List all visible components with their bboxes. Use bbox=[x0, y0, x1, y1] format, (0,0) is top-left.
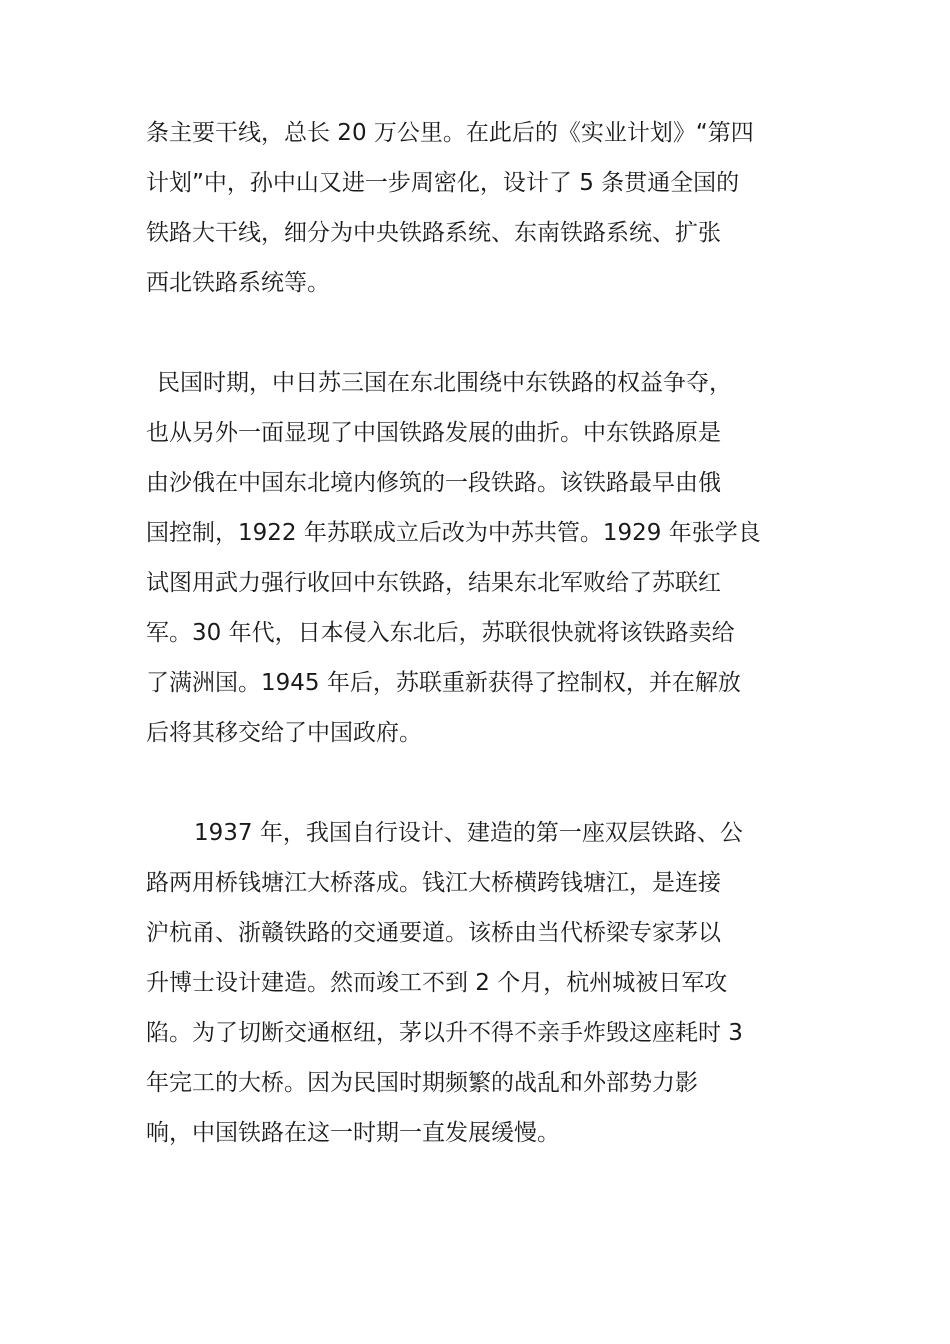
text-line: 民国时期，中日苏三国在东北围绕中东铁路的权益争夺， bbox=[157, 370, 732, 396]
text-line: 年完工的大桥。因为民国时期频繁的战乱和外部势力影 bbox=[146, 1070, 698, 1096]
text-line: 陷。为了切断交通枢纽，茅以升不得不亲手炸毁这座耗时 3 bbox=[146, 1020, 743, 1046]
text-line: 由沙俄在中国东北境内修筑的一段铁路。该铁路最早由俄 bbox=[146, 470, 721, 496]
text-line: 升博士设计建造。然而竣工不到 2 个月，杭州城被日军攻 bbox=[146, 970, 728, 996]
text-line: 试图用武力强行收回中东铁路，结果东北军败给了苏联红 bbox=[146, 570, 721, 596]
text-line: 军。30 年代，日本侵入东北后，苏联很快就将该铁路卖给 bbox=[146, 620, 735, 646]
text-line: 也从另外一面显现了中国铁路发展的曲折。中东铁路原是 bbox=[146, 420, 721, 446]
text-line: 路两用桥钱塘江大桥落成。钱江大桥横跨钱塘江，是连接 bbox=[146, 870, 721, 896]
text-line: 西北铁路系统等。 bbox=[146, 270, 330, 296]
text-line: 铁路大干线，细分为中央铁路系统、东南铁路系统、扩张 bbox=[146, 220, 721, 246]
text-line: 国控制，1922 年苏联成立后改为中苏共管。1929 年张学良 bbox=[146, 520, 761, 546]
text-line: 了满洲国。1945 年后，苏联重新获得了控制权，并在解放 bbox=[146, 670, 741, 696]
paragraph-chinese-eastern-railway bbox=[146, 358, 816, 758]
text-line: 沪杭甬、浙赣铁路的交通要道。该桥由当代桥梁专家茅以 bbox=[146, 920, 721, 946]
paragraph-railway-plan bbox=[146, 108, 816, 308]
text-line: 响，中国铁路在这一时期一直发展缓慢。 bbox=[146, 1120, 560, 1146]
text-line: 计划”中，孙中山又进一步周密化，设计了 5 条贯通全国的 bbox=[146, 170, 740, 196]
text-line: 1937 年，我国自行设计、建造的第一座双层铁路、公 bbox=[194, 820, 743, 846]
paragraph-qiantang-bridge bbox=[146, 808, 816, 1158]
text-line: 后将其移交给了中国政府。 bbox=[146, 720, 422, 746]
text-line: 条主要干线，总长 20 万公里。在此后的《实业计划》“第四 bbox=[146, 120, 754, 146]
